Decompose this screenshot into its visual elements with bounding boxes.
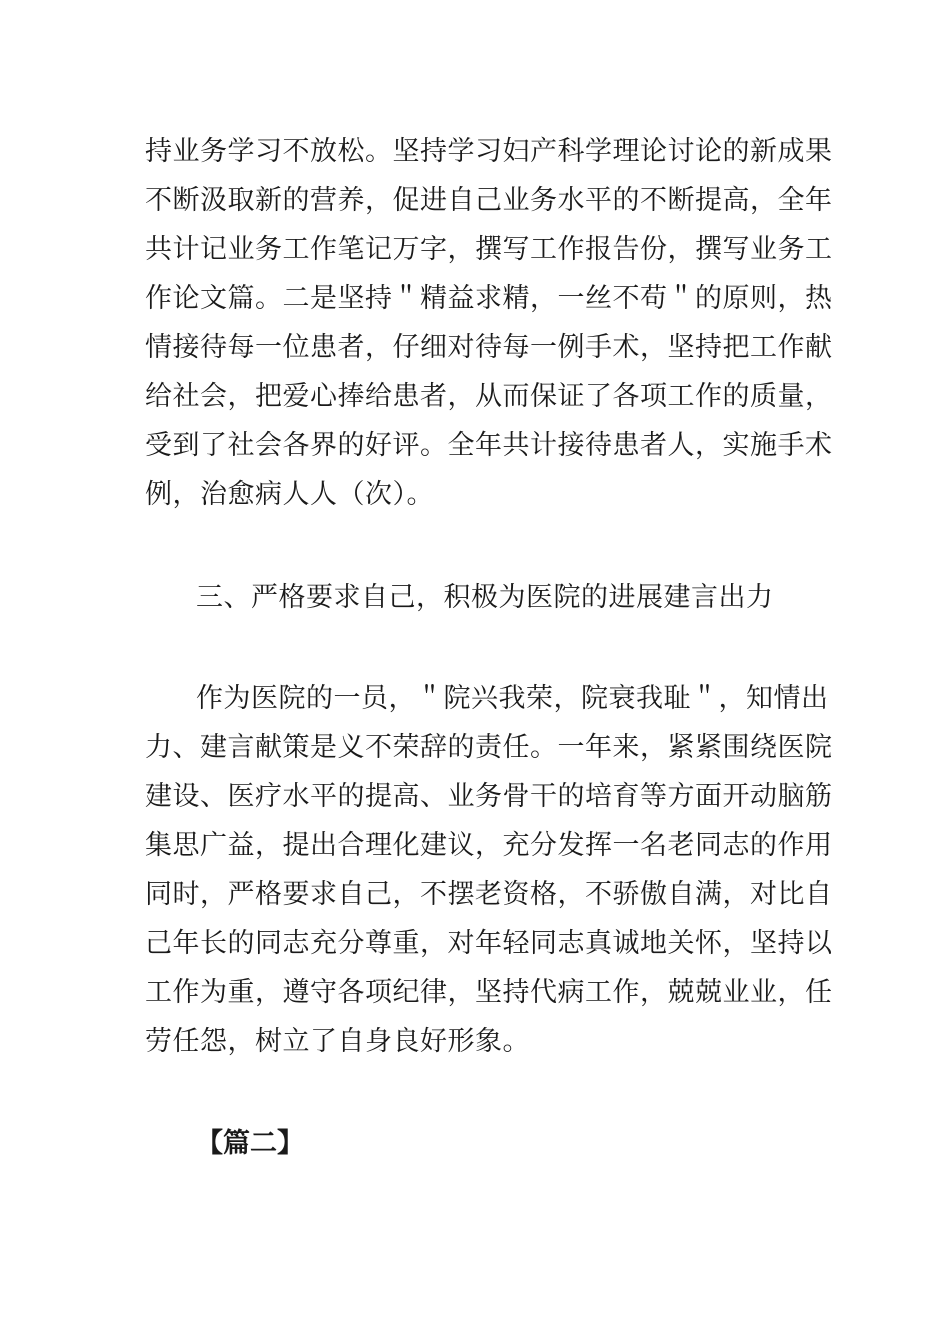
paragraph-line: 例，治愈病人人（次）。: [145, 479, 434, 510]
paragraph-line: 建设、医疗水平的提高、业务骨干的培育等方面开动脑筋: [145, 781, 833, 812]
paragraph-line: 作为医院的一员，＂院兴我荣，院衰我耻＂，知情出: [196, 683, 829, 714]
paragraph-line: 共计记业务工作笔记万字，撰写工作报告份，撰写业务工: [145, 234, 833, 265]
section-heading: 三、严格要求自己，积极为医院的进展建言出力: [196, 582, 774, 613]
paragraph-line: 同时，严格要求自己，不摆老资格，不骄傲自满，对比自: [145, 879, 833, 910]
paragraph-line: 受到了社会各界的好评。全年共计接待患者人，实施手术: [145, 430, 833, 461]
paragraph-line: 给社会，把爱心捧给患者，从而保证了各项工作的质量，: [145, 381, 833, 412]
paragraph-line: 力、建言献策是义不荣辞的责任。一年来，紧紧围绕医院: [145, 732, 833, 763]
paragraph-line: 持业务学习不放松。坚持学习妇产科学理论讨论的新成果: [145, 136, 833, 167]
paragraph-line: 劳任怨，树立了自身良好形象。: [145, 1026, 530, 1057]
paragraph-line: 作论文篇。二是坚持＂精益求精，一丝不苟＂的原则，热: [145, 283, 833, 314]
paragraph-line: 己年长的同志充分尊重，对年轻同志真诚地关怀，坚持以: [145, 928, 833, 959]
paragraph-line: 工作为重，遵守各项纪律，坚持代病工作，兢兢业业，任: [145, 977, 833, 1008]
paragraph-line: 不断汲取新的营养，促进自己业务水平的不断提高，全年: [145, 185, 833, 216]
paragraph-line: 情接待每一位患者，仔细对待每一例手术，坚持把工作献: [145, 332, 833, 363]
section-tag: 【篇二】: [196, 1128, 304, 1159]
paragraph-line: 集思广益，提出合理化建议，充分发挥一名老同志的作用: [145, 830, 833, 861]
